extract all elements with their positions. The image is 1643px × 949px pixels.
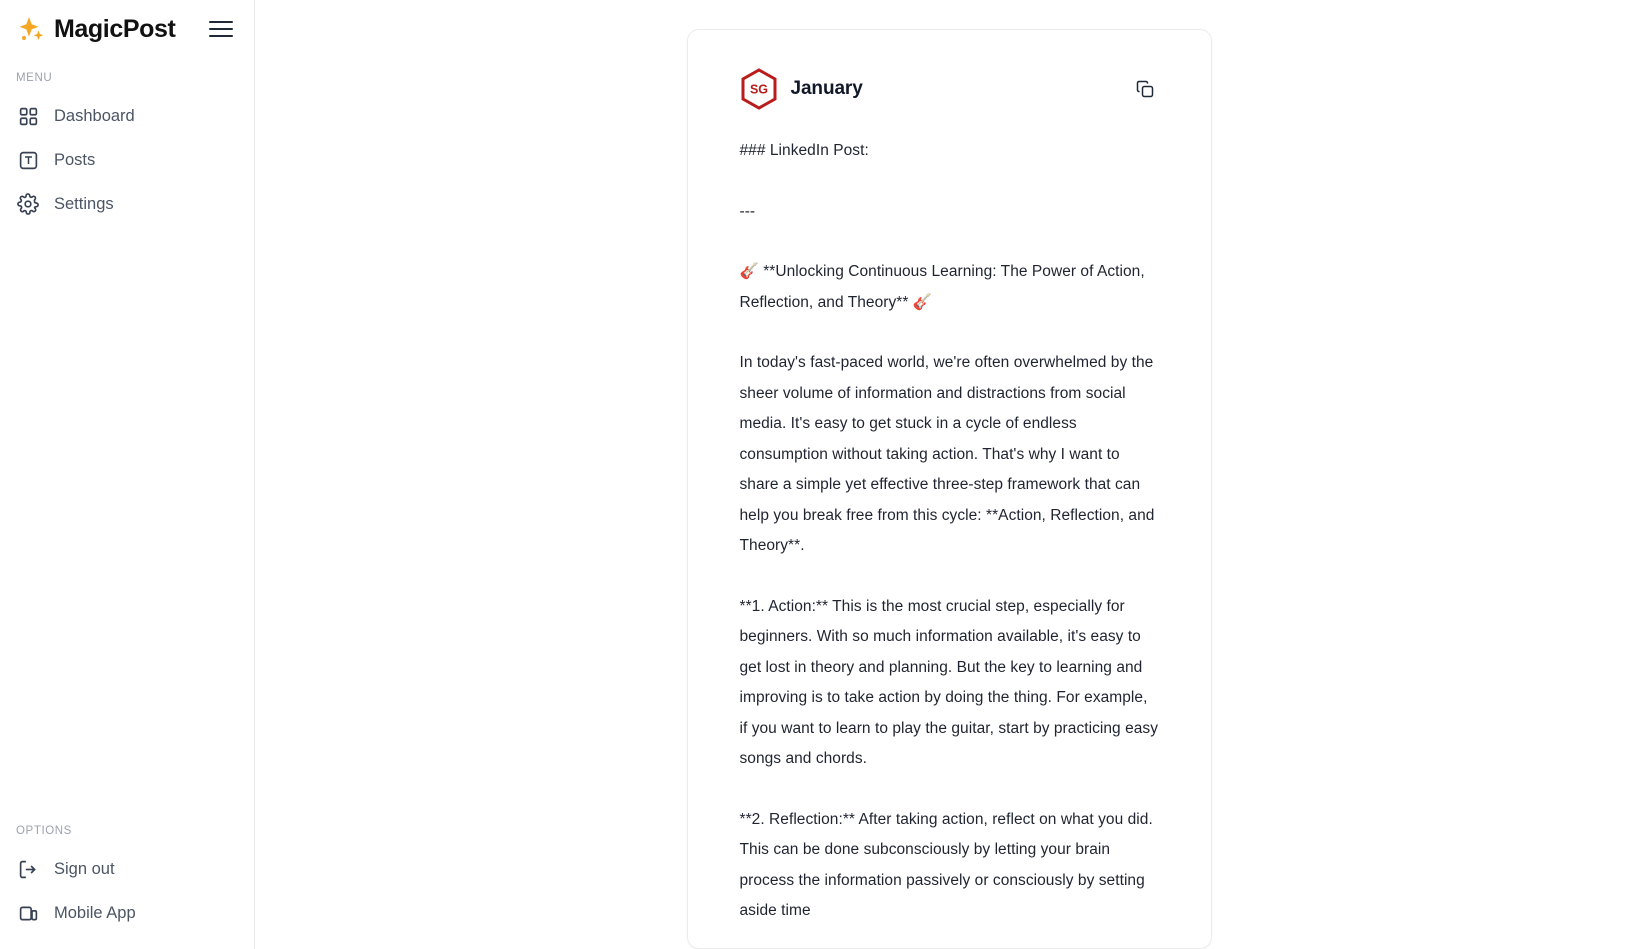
sidebar-spacer [0,226,254,807]
sidebar-item-label: Dashboard [54,106,135,125]
dashboard-grid-icon [16,104,40,128]
sidebar-item-label: Sign out [54,859,115,878]
sidebar-item-label: Mobile App [54,903,136,922]
sidebar-item-settings[interactable] [0,182,254,226]
copy-icon[interactable] [1131,75,1159,103]
post-paragraph: --- [739,202,756,220]
post-paragraph: ### LinkedIn Post: [739,142,869,159]
sign-out-icon [16,857,40,881]
posts-text-icon [16,148,40,172]
post-paragraph: In today's fast-paced world, we're often overwhelmed by the sheer volume of information and distractions from social media. It's easy to get stuck in a cycle of endless consumption without taking action. That's why I want to share a simple yet effective three-step framework that can help you break free from this cycle: **Action, Reflection, and Theory**. [739,354,1155,554]
brand[interactable] [16,14,175,44]
sidebar-item-label: Settings [54,194,114,213]
sidebar-item-sign-out[interactable] [0,847,254,891]
main-content [255,0,1643,949]
sidebar-header [0,0,254,54]
post-paragraph: **1. Action:** This is the most crucial step, especially for beginners. With so much information available, it's easy to get lost in theory and planning. But the key to learning and improving is to take action by doing the thing. For example, if you want to learn to play the guitar, start by practicing easy songs and chords. [739,597,1159,767]
menu-section-label: MENU [16,72,53,84]
gear-icon [16,192,40,216]
sidebar-item-label: Posts [54,150,96,169]
mobile-app-icon [16,901,40,925]
svg-text:SG: SG [749,82,768,97]
post-card-title-wrap [740,68,863,110]
post-card [687,29,1212,949]
sidebar-options [0,807,254,949]
options-section-label: OPTIONS [16,825,72,837]
post-body [740,136,1159,927]
sidebar-item-posts[interactable] [0,138,254,182]
sidebar-item-mobile-app[interactable] [0,891,254,935]
post-title: January [790,78,863,99]
brand-name: MagicPost [54,14,176,43]
magicpost-sparkle-icon [16,14,46,44]
post-card-header [740,68,1159,110]
sidebar [0,0,255,949]
post-paragraph: **2. Reflection:** After taking action, reflect on what you did. This can be done subconsciously by letting your brain process the information passively or consciously by setting aside time [739,810,1153,919]
menu-toggle-icon[interactable] [208,16,234,42]
sidebar-menu [0,94,254,226]
post-paragraph: 🎸 **Unlocking Continuous Learning: The Power of Action, Reflection, and Theory** 🎸 [739,263,1145,311]
sidebar-item-dashboard[interactable] [0,94,254,138]
sg-hexagon-logo-icon [740,68,778,110]
